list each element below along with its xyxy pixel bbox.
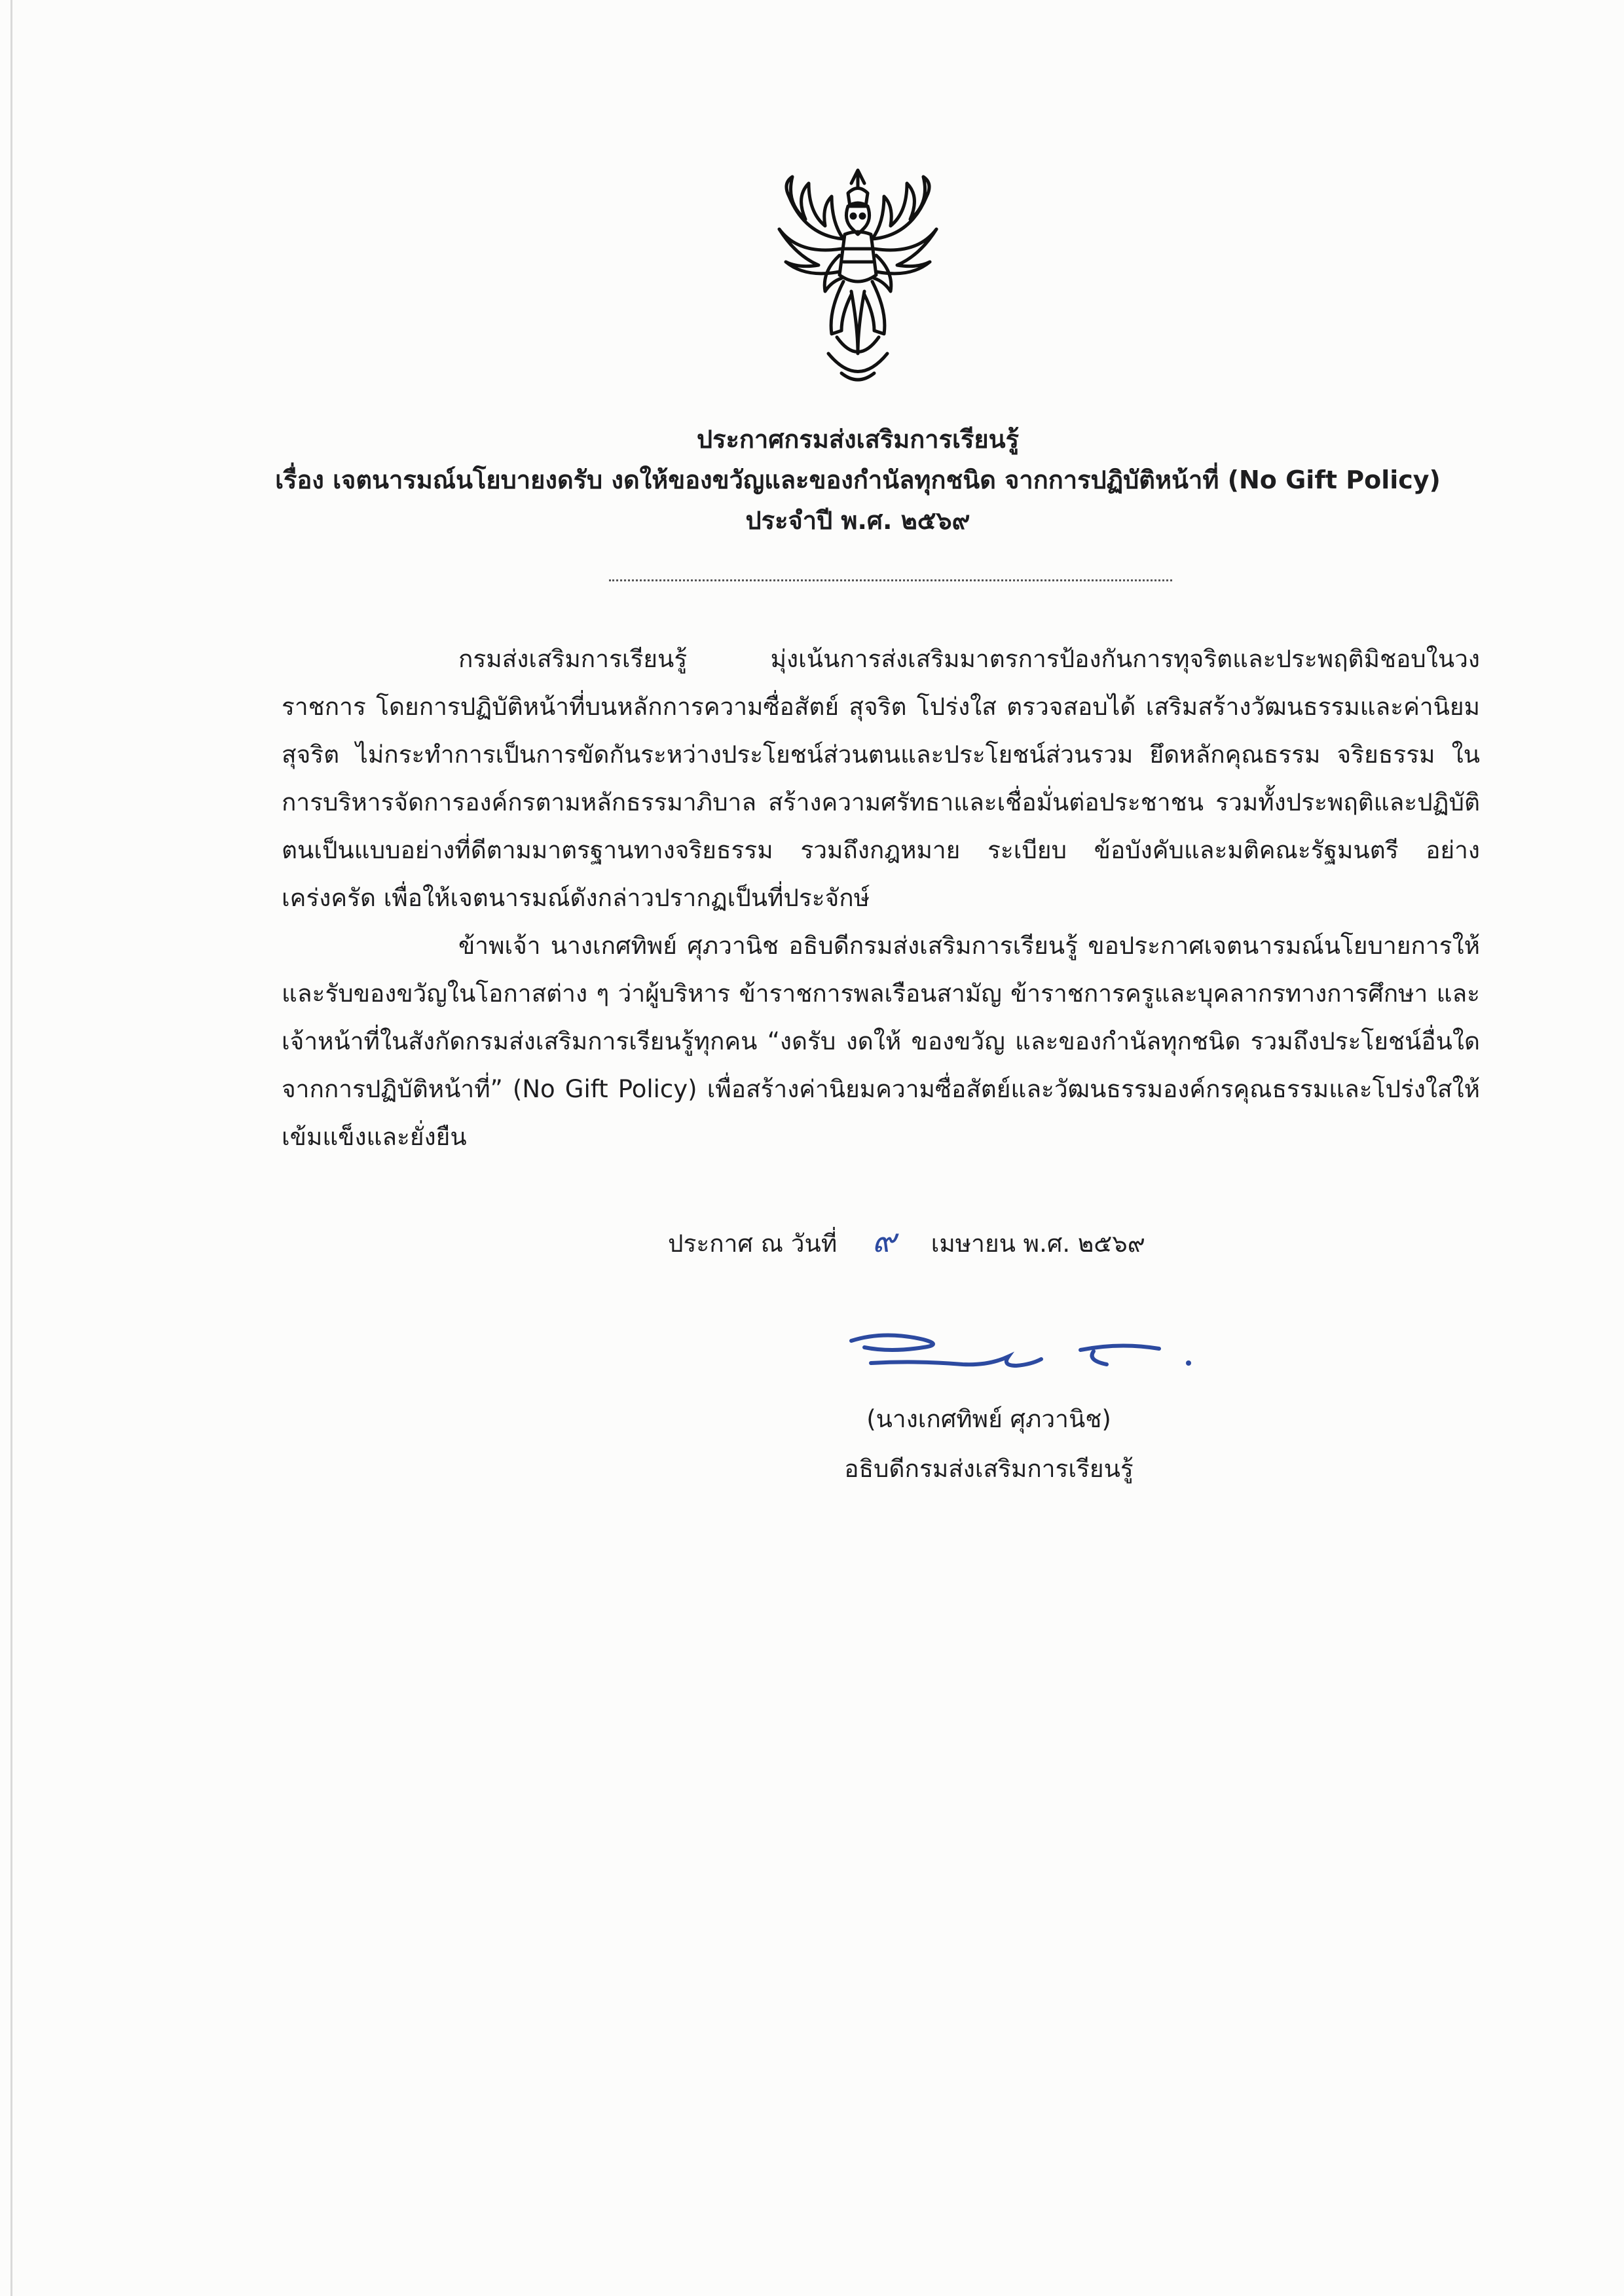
- announcement-dateline: [668, 1221, 1257, 1264]
- announcement-body: [282, 635, 1480, 1161]
- scan-edge-line: [10, 0, 12, 2296]
- signer-position: อธิบดีกรมส่งเสริมการเรียนรู้: [844, 1455, 1134, 1483]
- dateline-day: ๙: [872, 1222, 896, 1260]
- announcement-title: ประกาศกรมส่งเสริมการเรียนรู้: [696, 425, 1020, 454]
- dateline-prefix: ประกาศ ณ วันที่: [668, 1230, 838, 1258]
- signer-name: (นางเกศทิพย์ ศุภวานิช): [866, 1405, 1111, 1433]
- garuda-emblem-icon: [760, 157, 956, 399]
- announcement-subject: เรื่อง เจตนารมณ์นโยบายงดรับ งดให้ของขวัญและของกำนัลทุกชนิด จากการปฏิบัติหน้าที่ (No Gift Policy): [275, 465, 1441, 494]
- announcement-year: ประจำปี พ.ศ. ๒๕๖๙: [745, 506, 970, 535]
- signer-block: [773, 1394, 1205, 1494]
- announcement-header: [236, 419, 1480, 541]
- body-paragraph-2: ข้าพเจ้า นางเกศทิพย์ ศุภวานิช อธิบดีกรมส่งเสริมการเรียนรู้ ขอประกาศเจตนารมณ์นโยบายการให้และรับของขวัญในโอกาสต่าง ๆ ว่าผู้บริหาร ข้าราชการพลเรือนสามัญ ข้าราชการครูและบุคลากรทางการศึกษา และเจ้าหน้าที่ในสังกัดกรมส่งเสริมการเรียนรู้ทุกคน “งดรับ งดให้ ของขวัญ และของกำนัลทุกชนิด รวมถึงประโยชน์อื่นใดจากการปฏิบัติหน้าที่” (No Gift Policy) เพื่อสร้างค่านิยมความซื่อสัตย์และวัฒนธรรมองค์กรคุณธรรมและโปร่งใสให้เข้มแข็งและยั่งยืน: [282, 932, 1480, 1151]
- header-divider: [609, 579, 1172, 581]
- body-paragraph-1: กรมส่งเสริมการเรียนรู้ มุ่งเน้นการส่งเสริมมาตรการป้องกันการทุจริตและประพฤติมิชอบในวงราชการ โดยการปฏิบัติหน้าที่บนหลักการความซื่อสัตย์ สุจริต โปร่งใส ตรวจสอบได้ เสริมสร้างวัฒนธรรมและค่านิยมสุจริต ไม่กระทำการเป็นการขัดกันระหว่างประโยชน์ส่วนตนและประโยชน์ส่วนรวม ยึดหลักคุณธรรม จริยธรรม ในการบริหารจัดการองค์กรตามหลักธรรมาภิบาล สร้างความศรัทธาและเชื่อมั่นต่อประชาชน รวมทั้งประพฤติและปฏิบัติตนเป็นแบบอย่างที่ดีตามมาตรฐานทางจริยธรรม รวมถึงกฎหมาย ระเบียบ ข้อบังคับและมติคณะรัฐมนตรี อย่างเคร่งครัด เพื่อให้เจตนารมณ์ดังกล่าวปรากฏเป็นที่ประจักษ์: [282, 645, 1480, 912]
- dateline-suffix: เมษายน พ.ศ. ๒๕๖๙: [931, 1230, 1145, 1258]
- handwritten-signature: [845, 1322, 1198, 1394]
